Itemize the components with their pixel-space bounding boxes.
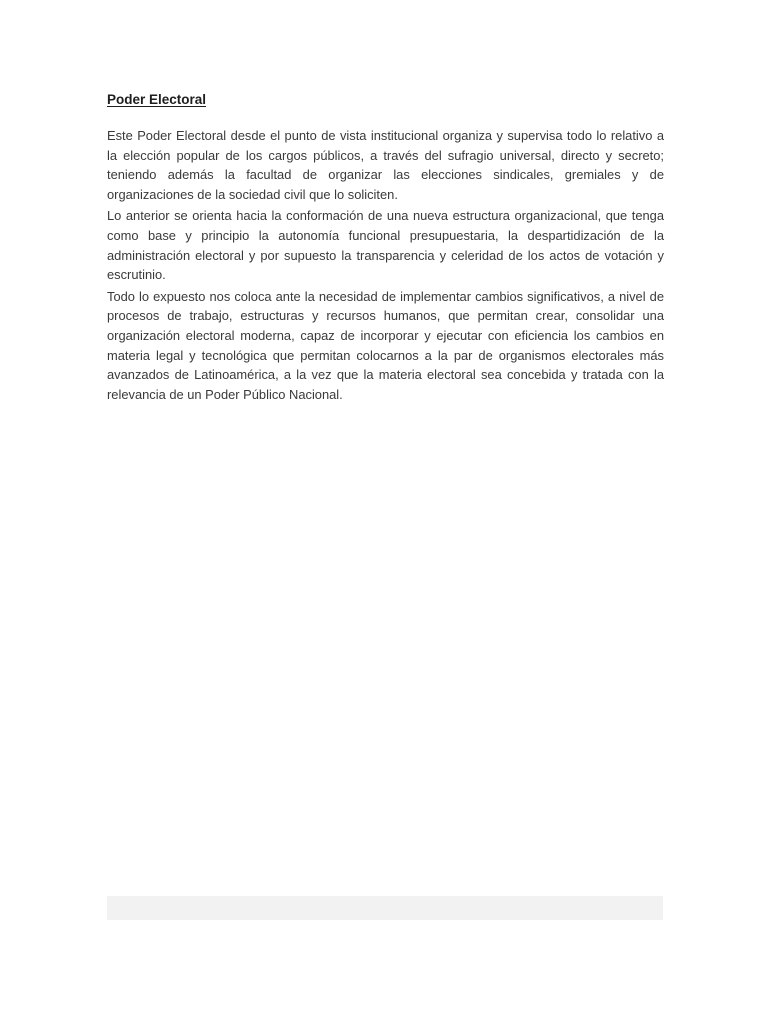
footer-bar xyxy=(107,896,663,920)
document-heading: Poder Electoral xyxy=(107,92,207,107)
paragraph-2: Lo anterior se orienta hacia la conformación de una nueva estructura organizacional, que tenga como base y principio la autonomía funcional presupuestaria, la despartidización de la administración electoral y por supuesto la transparencia y celeridad de los actos de votación y escrutinio. xyxy=(107,208,664,283)
paragraph-1: Este Poder Electoral desde el punto de vista institucional organiza y supervisa todo lo relativo a la elección popular de los cargos públicos, a través del sufragio universal, directo y secreto; teniendo además la facultad de organizar las elecciones sindicales, gremiales y de organizaciones de la sociedad civil que lo soliciten. xyxy=(107,128,664,202)
paragraph-3: Todo lo expuesto nos coloca ante la necesidad de implementar cambios significativos, a nivel de procesos de trabajo, estructuras y recursos humanos, que permitan crear, consolidar una organización electoral moderna, capaz de incorporar y ejecutar con eficiencia los cambios en materia legal y tecnológica que permitan colocarnos a la par de organismos electorales más avanzados de Latinoamérica, a la vez que la materia electoral sea concebida y tratada con la relevancia de un Poder Público Nacional. xyxy=(107,288,664,402)
document-body xyxy=(107,126,664,406)
